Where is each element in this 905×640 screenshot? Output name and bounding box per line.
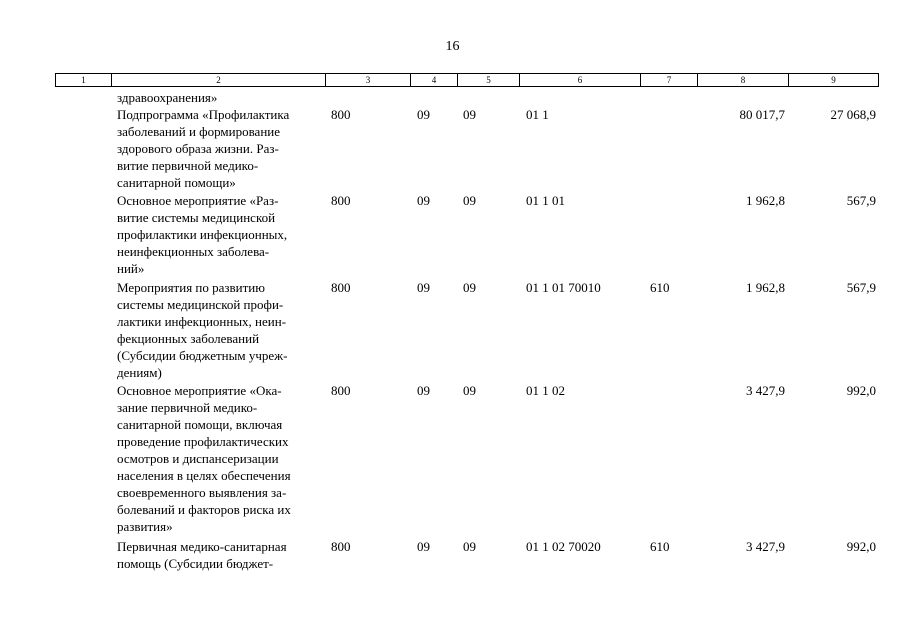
admin-code: 800 [331,280,351,295]
section-code: 09 [417,280,430,295]
expense-type-code: 610 [650,539,670,554]
column-number-8: 8 [698,74,789,87]
row-name: Подпрограмма «Профилактика заболеваний и формирование здорового образа жизни. Раз- витие первичной медико- санитарной помощи» [117,107,290,190]
amount-total: 1 962,8 [746,193,785,208]
admin-code: 800 [331,107,351,122]
row-name: Мероприятия по развитию системы медицинской профи- лактики инфекционных, неин- фекционных заболеваний (Субсидии бюджетным учреж- дениям) [117,280,288,380]
row-name: здравоохранения» [117,90,218,105]
target-article-code: 01 1 01 70010 [526,280,601,295]
column-number-header [55,73,879,87]
amount-total: 3 427,9 [746,539,785,554]
column-number-3: 3 [326,74,411,87]
subsection-code: 09 [463,193,476,208]
row-name: Основное мероприятие «Раз- витие системы медицинской профилактики инфекционных, неинфекционных заболева- ний» [117,193,288,276]
amount-subtotal: 992,0 [846,539,876,554]
admin-code: 800 [331,539,351,554]
page-number: 16 [445,39,460,54]
column-number-7: 7 [641,74,698,87]
amount-total: 1 962,8 [746,280,785,295]
section-code: 09 [417,107,430,122]
section-code: 09 [417,383,430,398]
column-number-9: 9 [789,74,879,87]
subsection-code: 09 [463,383,476,398]
column-number-1: 1 [56,74,112,87]
subsection-code: 09 [463,539,476,554]
amount-total: 3 427,9 [746,383,785,398]
admin-code: 800 [331,193,351,208]
row-name: Основное мероприятие «Ока- зание первичной медико- санитарной помощи, включая проведение профилактических осмотров и диспансеризации населения в целях обеспечения своевременного выявления за- болеваний и факторов риска их развития» [117,383,291,534]
expense-type-code: 610 [650,280,670,295]
amount-subtotal: 567,9 [846,280,876,295]
subsection-code: 09 [463,107,476,122]
target-article-code: 01 1 02 70020 [526,539,601,554]
amount-subtotal: 992,0 [846,383,876,398]
target-article-code: 01 1 [526,107,549,122]
amount-subtotal: 27 068,9 [830,107,876,122]
target-article-code: 01 1 02 [526,383,565,398]
section-code: 09 [417,539,430,554]
column-number-6: 6 [520,74,641,87]
column-number-5: 5 [458,74,520,87]
admin-code: 800 [331,383,351,398]
column-number-4: 4 [411,74,458,87]
subsection-code: 09 [463,280,476,295]
target-article-code: 01 1 01 [526,193,565,208]
column-number-2: 2 [112,74,326,87]
amount-subtotal: 567,9 [846,193,876,208]
row-name: Первичная медико-санитарная помощь (Субсидии бюджет- [117,539,287,571]
section-code: 09 [417,193,430,208]
amount-total: 80 017,7 [739,107,785,122]
